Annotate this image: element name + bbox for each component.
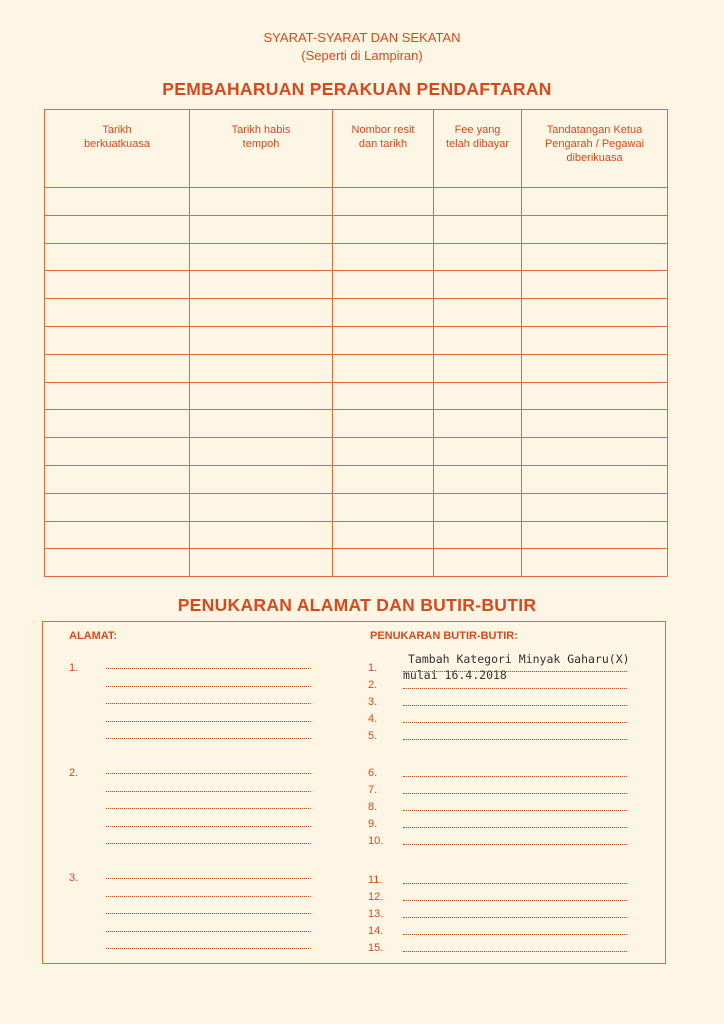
address-number: 3.	[69, 872, 79, 884]
renewal-cell[interactable]	[434, 465, 522, 493]
renewal-cell[interactable]	[333, 326, 434, 354]
detail-line[interactable]	[403, 793, 627, 794]
renewal-cell[interactable]	[45, 243, 190, 271]
detail-number: 2.	[368, 679, 378, 691]
address-label: ALAMAT:	[69, 630, 118, 642]
detail-number: 13.	[368, 908, 384, 920]
renewal-cell[interactable]	[190, 188, 333, 216]
detail-number: 14.	[368, 925, 384, 937]
address-line[interactable]	[106, 738, 311, 739]
address-number: 1.	[69, 662, 79, 674]
renewal-cell[interactable]	[434, 549, 522, 577]
renewal-cell[interactable]	[45, 438, 190, 466]
address-line[interactable]	[106, 703, 311, 704]
renewal-table	[44, 109, 668, 577]
address-line[interactable]	[106, 808, 311, 809]
renewal-cell[interactable]	[434, 493, 522, 521]
detail-line[interactable]	[403, 827, 627, 828]
renewal-cell[interactable]	[45, 521, 190, 549]
renewal-title: PEMBAHARUAN PERAKUAN PENDAFTARAN	[162, 79, 552, 99]
renewal-cell[interactable]	[333, 521, 434, 549]
address-number: 2.	[69, 767, 79, 779]
renewal-cell[interactable]	[45, 549, 190, 577]
renewal-cell[interactable]	[45, 382, 190, 410]
detail-line[interactable]	[403, 900, 627, 901]
renewal-cell[interactable]	[434, 326, 522, 354]
detail-number: 8.	[368, 801, 378, 813]
renewal-row	[45, 354, 668, 382]
renewal-cell[interactable]	[434, 410, 522, 438]
renewal-cell[interactable]	[333, 465, 434, 493]
address-line[interactable]	[106, 896, 311, 897]
renewal-cell[interactable]	[45, 299, 190, 327]
renewal-row	[45, 438, 668, 466]
column-header-receipt: Nombor resit dan tarikh	[333, 110, 434, 188]
renewal-cell[interactable]	[522, 410, 668, 438]
renewal-cell[interactable]	[333, 438, 434, 466]
detail-number: 11.	[368, 874, 383, 886]
handwritten-note-line1: Tambah Kategori Minyak Gaharu(X)	[408, 652, 630, 666]
address-line[interactable]	[106, 668, 311, 669]
renewal-cell[interactable]	[434, 215, 522, 243]
column-header-signature: Tandatangan Ketua Pengarah / Pegawai diberikuasa	[522, 110, 668, 188]
renewal-cell[interactable]	[45, 410, 190, 438]
column-header-expiry-date: Tarikh habis tempoh	[190, 110, 333, 188]
detail-number: 3.	[368, 696, 378, 708]
detail-number: 5.	[368, 730, 378, 742]
detail-line[interactable]	[403, 776, 627, 777]
renewal-cell[interactable]	[333, 354, 434, 382]
renewal-cell[interactable]	[522, 326, 668, 354]
change-title: PENUKARAN ALAMAT DAN BUTIR-BUTIR	[177, 595, 537, 615]
renewal-cell[interactable]	[190, 243, 333, 271]
detail-line[interactable]	[403, 810, 627, 811]
renewal-row	[45, 299, 668, 327]
address-line[interactable]	[106, 931, 311, 932]
handwritten-note-line2: mulai 16.4.2018	[403, 668, 507, 682]
renewal-cell[interactable]	[45, 354, 190, 382]
renewal-cell[interactable]	[190, 326, 333, 354]
renewal-cell[interactable]	[333, 243, 434, 271]
conditions-heading: SYARAT-SYARAT DAN SEKATAN	[263, 30, 461, 45]
renewal-cell[interactable]	[522, 299, 668, 327]
renewal-cell[interactable]	[333, 188, 434, 216]
renewal-cell[interactable]	[522, 215, 668, 243]
renewal-cell[interactable]	[333, 382, 434, 410]
renewal-row	[45, 326, 668, 354]
renewal-cell[interactable]	[190, 438, 333, 466]
address-line[interactable]	[106, 773, 311, 774]
renewal-row	[45, 271, 668, 299]
renewal-cell[interactable]	[190, 521, 333, 549]
address-line[interactable]	[106, 948, 311, 949]
renewal-cell[interactable]	[434, 438, 522, 466]
detail-number: 10.	[368, 835, 384, 847]
address-line[interactable]	[106, 913, 311, 914]
renewal-cell[interactable]	[45, 271, 190, 299]
renewal-cell[interactable]	[190, 382, 333, 410]
renewal-row	[45, 549, 668, 577]
renewal-cell[interactable]	[190, 465, 333, 493]
renewal-cell[interactable]	[190, 549, 333, 577]
address-line[interactable]	[106, 878, 311, 879]
renewal-cell[interactable]	[522, 438, 668, 466]
renewal-row	[45, 493, 668, 521]
renewal-cell[interactable]	[434, 271, 522, 299]
renewal-cell[interactable]	[333, 493, 434, 521]
renewal-cell[interactable]	[522, 271, 668, 299]
renewal-cell[interactable]	[522, 493, 668, 521]
renewal-row	[45, 382, 668, 410]
renewal-cell[interactable]	[190, 493, 333, 521]
renewal-cell[interactable]	[190, 271, 333, 299]
renewal-cell[interactable]	[434, 354, 522, 382]
renewal-row	[45, 188, 668, 216]
renewal-cell[interactable]	[190, 410, 333, 438]
detail-line[interactable]	[403, 951, 627, 952]
address-line[interactable]	[106, 686, 311, 687]
detail-number: 7.	[368, 784, 378, 796]
renewal-cell[interactable]	[522, 465, 668, 493]
detail-line[interactable]	[403, 934, 627, 935]
detail-line[interactable]	[403, 883, 627, 884]
renewal-cell[interactable]	[45, 188, 190, 216]
renewal-cell[interactable]	[434, 521, 522, 549]
renewal-cell[interactable]	[45, 326, 190, 354]
detail-line[interactable]	[403, 917, 627, 918]
renewal-cell[interactable]	[522, 243, 668, 271]
address-line[interactable]	[106, 826, 311, 827]
renewal-cell[interactable]	[190, 354, 333, 382]
renewal-cell[interactable]	[190, 299, 333, 327]
renewal-cell[interactable]	[333, 271, 434, 299]
renewal-cell[interactable]	[434, 188, 522, 216]
renewal-table-body	[45, 188, 668, 577]
renewal-row	[45, 243, 668, 271]
renewal-cell[interactable]	[333, 215, 434, 243]
renewal-row	[45, 215, 668, 243]
address-line[interactable]	[106, 843, 311, 844]
detail-line[interactable]	[403, 722, 627, 723]
detail-line[interactable]	[403, 705, 627, 706]
address-line[interactable]	[106, 791, 311, 792]
detail-number: 6.	[368, 767, 378, 779]
detail-line[interactable]	[403, 844, 627, 845]
renewal-row	[45, 521, 668, 549]
address-line[interactable]	[106, 721, 311, 722]
detail-number: 4.	[368, 713, 378, 725]
detail-line[interactable]	[403, 688, 627, 689]
renewal-cell[interactable]	[190, 215, 333, 243]
renewal-cell[interactable]	[333, 299, 434, 327]
detail-number: 9.	[368, 818, 378, 830]
renewal-row	[45, 465, 668, 493]
renewal-cell[interactable]	[522, 549, 668, 577]
renewal-cell[interactable]	[333, 410, 434, 438]
renewal-row	[45, 410, 668, 438]
detail-number: 1.	[368, 662, 378, 674]
column-header-fee: Fee yang telah dibayar	[434, 110, 522, 188]
details-label: PENUKARAN BUTIR-BUTIR:	[370, 630, 518, 642]
renewal-header-row	[45, 110, 668, 188]
renewal-cell[interactable]	[434, 243, 522, 271]
renewal-cell[interactable]	[333, 549, 434, 577]
renewal-cell[interactable]	[522, 354, 668, 382]
renewal-cell[interactable]	[45, 493, 190, 521]
column-header-effective-date: Tarikh berkuatkuasa	[45, 110, 190, 188]
renewal-cell[interactable]	[522, 382, 668, 410]
renewal-cell[interactable]	[434, 299, 522, 327]
renewal-cell[interactable]	[434, 382, 522, 410]
renewal-cell[interactable]	[45, 215, 190, 243]
detail-line[interactable]	[403, 739, 627, 740]
detail-number: 15.	[368, 942, 384, 954]
renewal-cell[interactable]	[522, 521, 668, 549]
renewal-cell[interactable]	[45, 465, 190, 493]
detail-number: 12.	[368, 891, 384, 903]
renewal-cell[interactable]	[522, 188, 668, 216]
conditions-subheading: (Seperti di Lampiran)	[301, 48, 423, 63]
